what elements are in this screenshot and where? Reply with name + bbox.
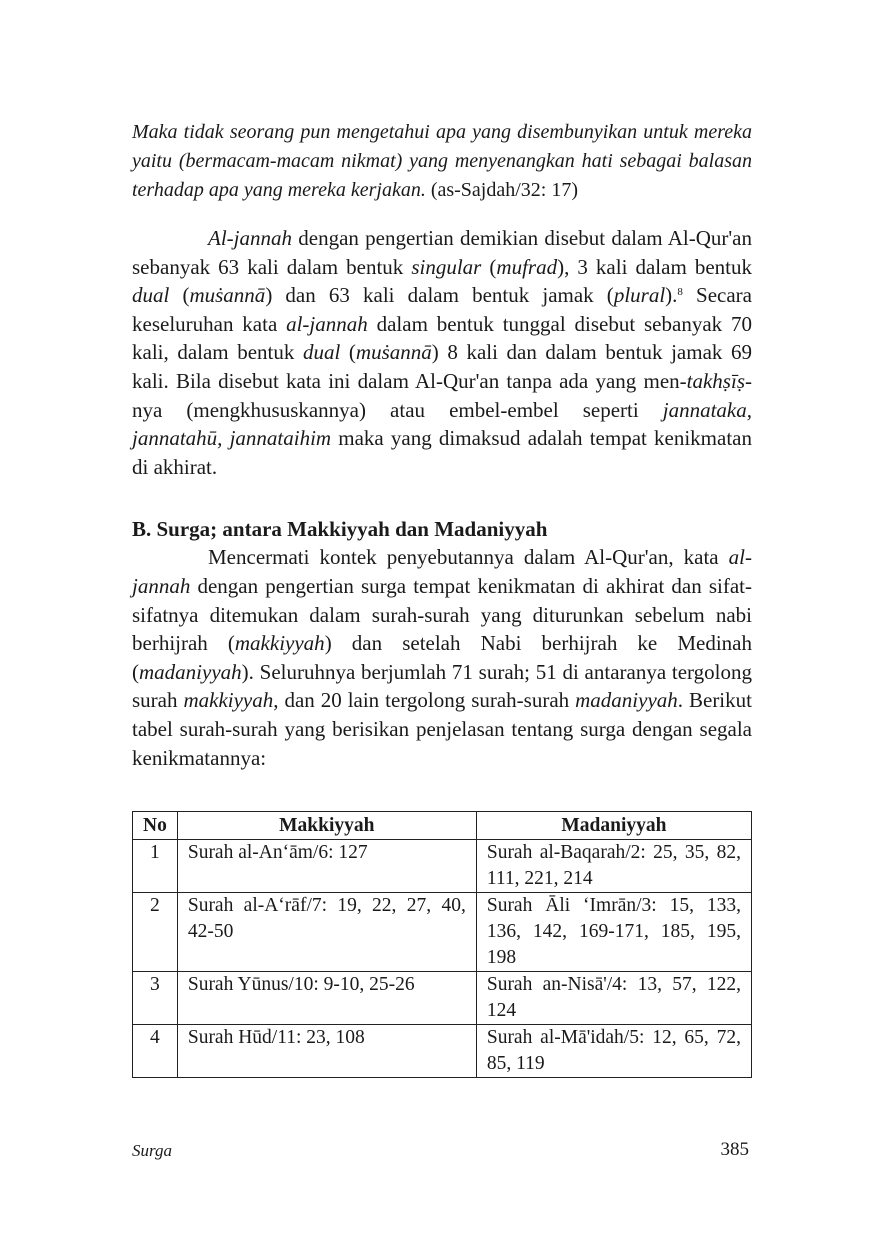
header-makkiyyah: Makkiyyah: [177, 812, 476, 840]
text-run: muṡannā: [355, 340, 432, 365]
cell-no: 2: [133, 893, 178, 972]
text-run: madaniyyah: [575, 688, 678, 713]
text-run: al-jannah: [286, 311, 368, 336]
quote-text: Maka tidak seorang pun mengetahui apa yang disembunyikan untuk mereka yaitu (bermacam-macam nikmat) yang menyenangkan hati sebagai balasan terhadap apa yang mereka kerjakan.: [132, 121, 752, 201]
cell-makkiyyah: Surah al-A‘rāf/7: 19, 22, 27, 40, 42-50: [177, 893, 476, 972]
text-run: ) dan 63 kali dalam bentuk jamak (: [265, 283, 614, 308]
cell-makkiyyah: Surah Yūnus/10: 9-10, 25-26: [177, 972, 476, 1025]
text-run: makkiyyah: [234, 631, 325, 656]
running-title: Surga: [132, 1141, 172, 1160]
cell-madaniyyah: Surah al-Baqarah/2: 25, 35, 82, 111, 221, 214: [476, 840, 751, 893]
text-run: (: [169, 283, 190, 308]
page-number: 385: [720, 1139, 749, 1160]
header-no: No: [133, 812, 178, 840]
paragraph-al-jannah-count: [132, 224, 752, 481]
quran-translation-quote: [132, 118, 752, 205]
text-run: Al-jannah: [208, 226, 292, 250]
table-row: [133, 1025, 752, 1078]
text-run: al-jannah: [132, 545, 752, 598]
quote-citation: (as-Sajdah/32: 17): [425, 179, 579, 201]
text-run: , dan 20 lain tergolong surah-surah: [273, 688, 576, 713]
cell-madaniyyah: Surah Āli ‘Imrān/3: 15, 133, 136, 142, 169-171, 185, 195, 198: [476, 893, 751, 972]
cell-madaniyyah: Surah an-Nisā'/4: 13, 57, 122, 124: [476, 972, 751, 1025]
section-heading: B. Surga; antara Makkiyyah dan Madaniyyah: [132, 517, 548, 542]
text-run: dalam bentuk tunggal disebut sebanyak 70 kali, dalam bentuk: [132, 311, 752, 365]
text-run: plural: [613, 283, 666, 308]
text-run: ), 3 kali dalam bentuk: [557, 254, 752, 279]
text-run: Secara keseluruhan kata: [132, 283, 752, 336]
text-run: dengan pengertian demikian disebut dalam Al-Qur'an sebanyak 63 kali dalam bentuk: [132, 226, 752, 279]
text-run: madaniyyah: [139, 659, 242, 684]
text-run: -nya (mengkhususkannya) atau embel-embel seperti: [132, 368, 752, 422]
cell-makkiyyah: Surah al-An‘ām/6: 127: [177, 840, 476, 893]
header-madaniyyah: Madaniyyah: [476, 812, 751, 840]
text-run: jannataka, jannatahū, jannataihim: [132, 397, 752, 451]
surah-table: [132, 811, 752, 1078]
cell-no: 3: [133, 972, 178, 1025]
text-run: (: [340, 340, 356, 365]
text-run: dual: [132, 283, 170, 308]
table-row: [133, 840, 752, 893]
table-header-row: [133, 812, 752, 840]
text-run: (: [481, 254, 497, 279]
text-run: singular: [411, 254, 482, 279]
table-row: [133, 972, 752, 1025]
table-row: [133, 893, 752, 972]
footnote-marker[interactable]: 8: [677, 286, 683, 299]
text-run: maka yang dimaksud adalah tempat kenikmatan di akhirat.: [132, 426, 752, 479]
cell-no: 4: [133, 1025, 178, 1078]
text-run: ) dan setelah Nabi berhijrah ke Medinah (: [132, 631, 752, 684]
text-run: . Berikut tabel surah-surah yang berisikan penjelasan tentang surga dengan segala kenikmatannya:: [132, 688, 752, 770]
paragraph-makkiyyah-madaniyyah: [132, 543, 752, 772]
text-run: ). Seluruhnya berjumlah 71 surah; 51 di antaranya tergolong surah: [132, 659, 752, 713]
cell-madaniyyah: Surah al-Mā'idah/5: 12, 65, 72, 85, 119: [476, 1025, 751, 1078]
text-run: mufrad: [496, 254, 558, 279]
text-run: Mencermati kontek penyebutannya dalam Al-Qur'an, kata: [208, 545, 729, 570]
text-run: takhṣīṣ: [686, 368, 745, 393]
cell-makkiyyah: Surah Hūd/11: 23, 108: [177, 1025, 476, 1078]
text-run: dual: [302, 340, 341, 365]
text-run: ).: [665, 283, 678, 308]
text-run: ) 8 kali dan dalam bentuk jamak 69 kali. Bila disebut kata ini dalam Al-Qur'an tanpa ada yang men-: [132, 340, 752, 393]
page-content: [132, 118, 752, 1078]
cell-no: 1: [133, 840, 178, 893]
text-run: makkiyyah: [183, 688, 274, 713]
text-run: muṡannā: [189, 283, 266, 308]
text-run: dengan pengertian surga tempat kenikmatan di akhirat dan sifat-sifatnya ditemukan dalam surah-surah yang diturunkan sebelum nabi berhijrah (: [132, 573, 752, 656]
